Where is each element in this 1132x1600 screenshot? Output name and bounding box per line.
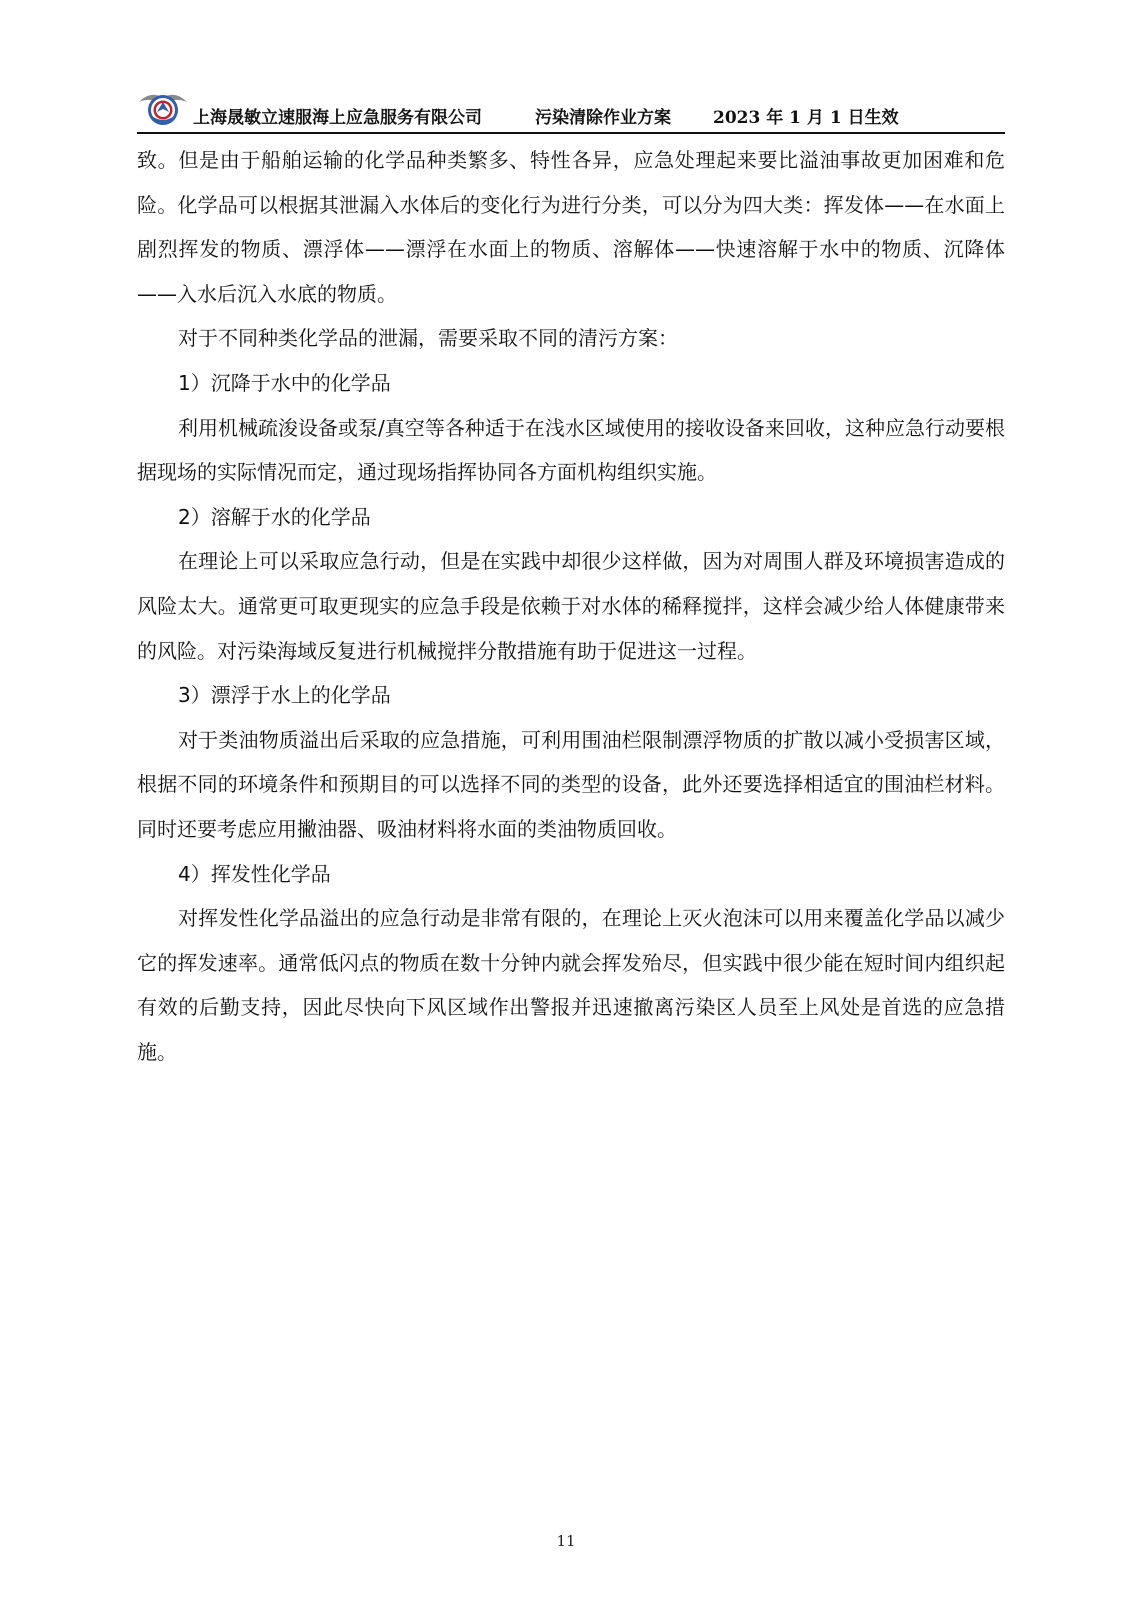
section-heading: 1）沉降于水中的化学品: [178, 370, 391, 395]
company-name: 上海晟敏立速服海上应急服务有限公司: [193, 108, 482, 128]
section-heading: 4）挥发性化学品: [178, 861, 331, 886]
body-paragraph: 对于不同种类化学品的泄漏，需要采取不同的清污方案：: [178, 326, 678, 351]
page-number: 11: [556, 1532, 576, 1550]
document-title: 污染清除作业方案: [535, 108, 671, 128]
document-body: [137, 138, 1005, 1074]
section-heading: 3）漂浮于水上的化学品: [178, 683, 391, 708]
company-logo-icon: [137, 82, 189, 128]
header-text: [193, 107, 1005, 129]
body-paragraph: 对于类油物质溢出后采取的应急措施，可利用围油栏限制漂浮物质的扩散以减小受损害区域，根据不同的环境条件和预期目的可以选择不同的类型的设备，此外还要选择相适宜的围油栏材料。同时还要考虑应用撇油器、吸油材料将水面的类油物质回收。: [137, 727, 1005, 841]
effective-date: 2023 年 1 月 1 日生效: [713, 108, 899, 128]
section-heading: 2）溶解于水的化学品: [178, 504, 371, 529]
page-header: [137, 82, 1005, 134]
body-paragraph: 利用机械疏浚设备或泵/真空等各种适于在浅水区域使用的接收设备来回收，这种应急行动要根据现场的实际情况而定，通过现场指挥协同各方面机构组织实施。: [137, 415, 1005, 485]
body-paragraph: 对挥发性化学品溢出的应急行动是非常有限的，在理论上灭火泡沫可以用来覆盖化学品以减少它的挥发速率。通常低闪点的物质在数十分钟内就会挥发殆尽，但实践中很少能在短时间内组织起有效的后勤支持，因此尽快向下风区域作出警报并迅速撤离污染区人员至上风处是首选的应急措施。: [137, 906, 1005, 1064]
body-paragraph: 在理论上可以采取应急行动，但是在实践中却很少这样做，因为对周围人群及环境损害造成的风险太大。通常更可取更现实的应急手段是依赖于对水体的稀释搅拌，这样会减少给人体健康带来的风险。对污染海域反复进行机械搅拌分散措施有助于促进这一过程。: [137, 549, 1005, 663]
body-paragraph: 致。但是由于船舶运输的化学品种类繁多、特性各异，应急处理起来要比溢油事故更加困难和危险。化学品可以根据其泄漏入水体后的变化行为进行分类，可以分为四大类：挥发体——在水面上剧烈挥发的物质、漂浮体——漂浮在水面上的物质、溶解体——快速溶解于水中的物质、沉降体——入水后沉入水底的物质。: [137, 148, 1005, 306]
